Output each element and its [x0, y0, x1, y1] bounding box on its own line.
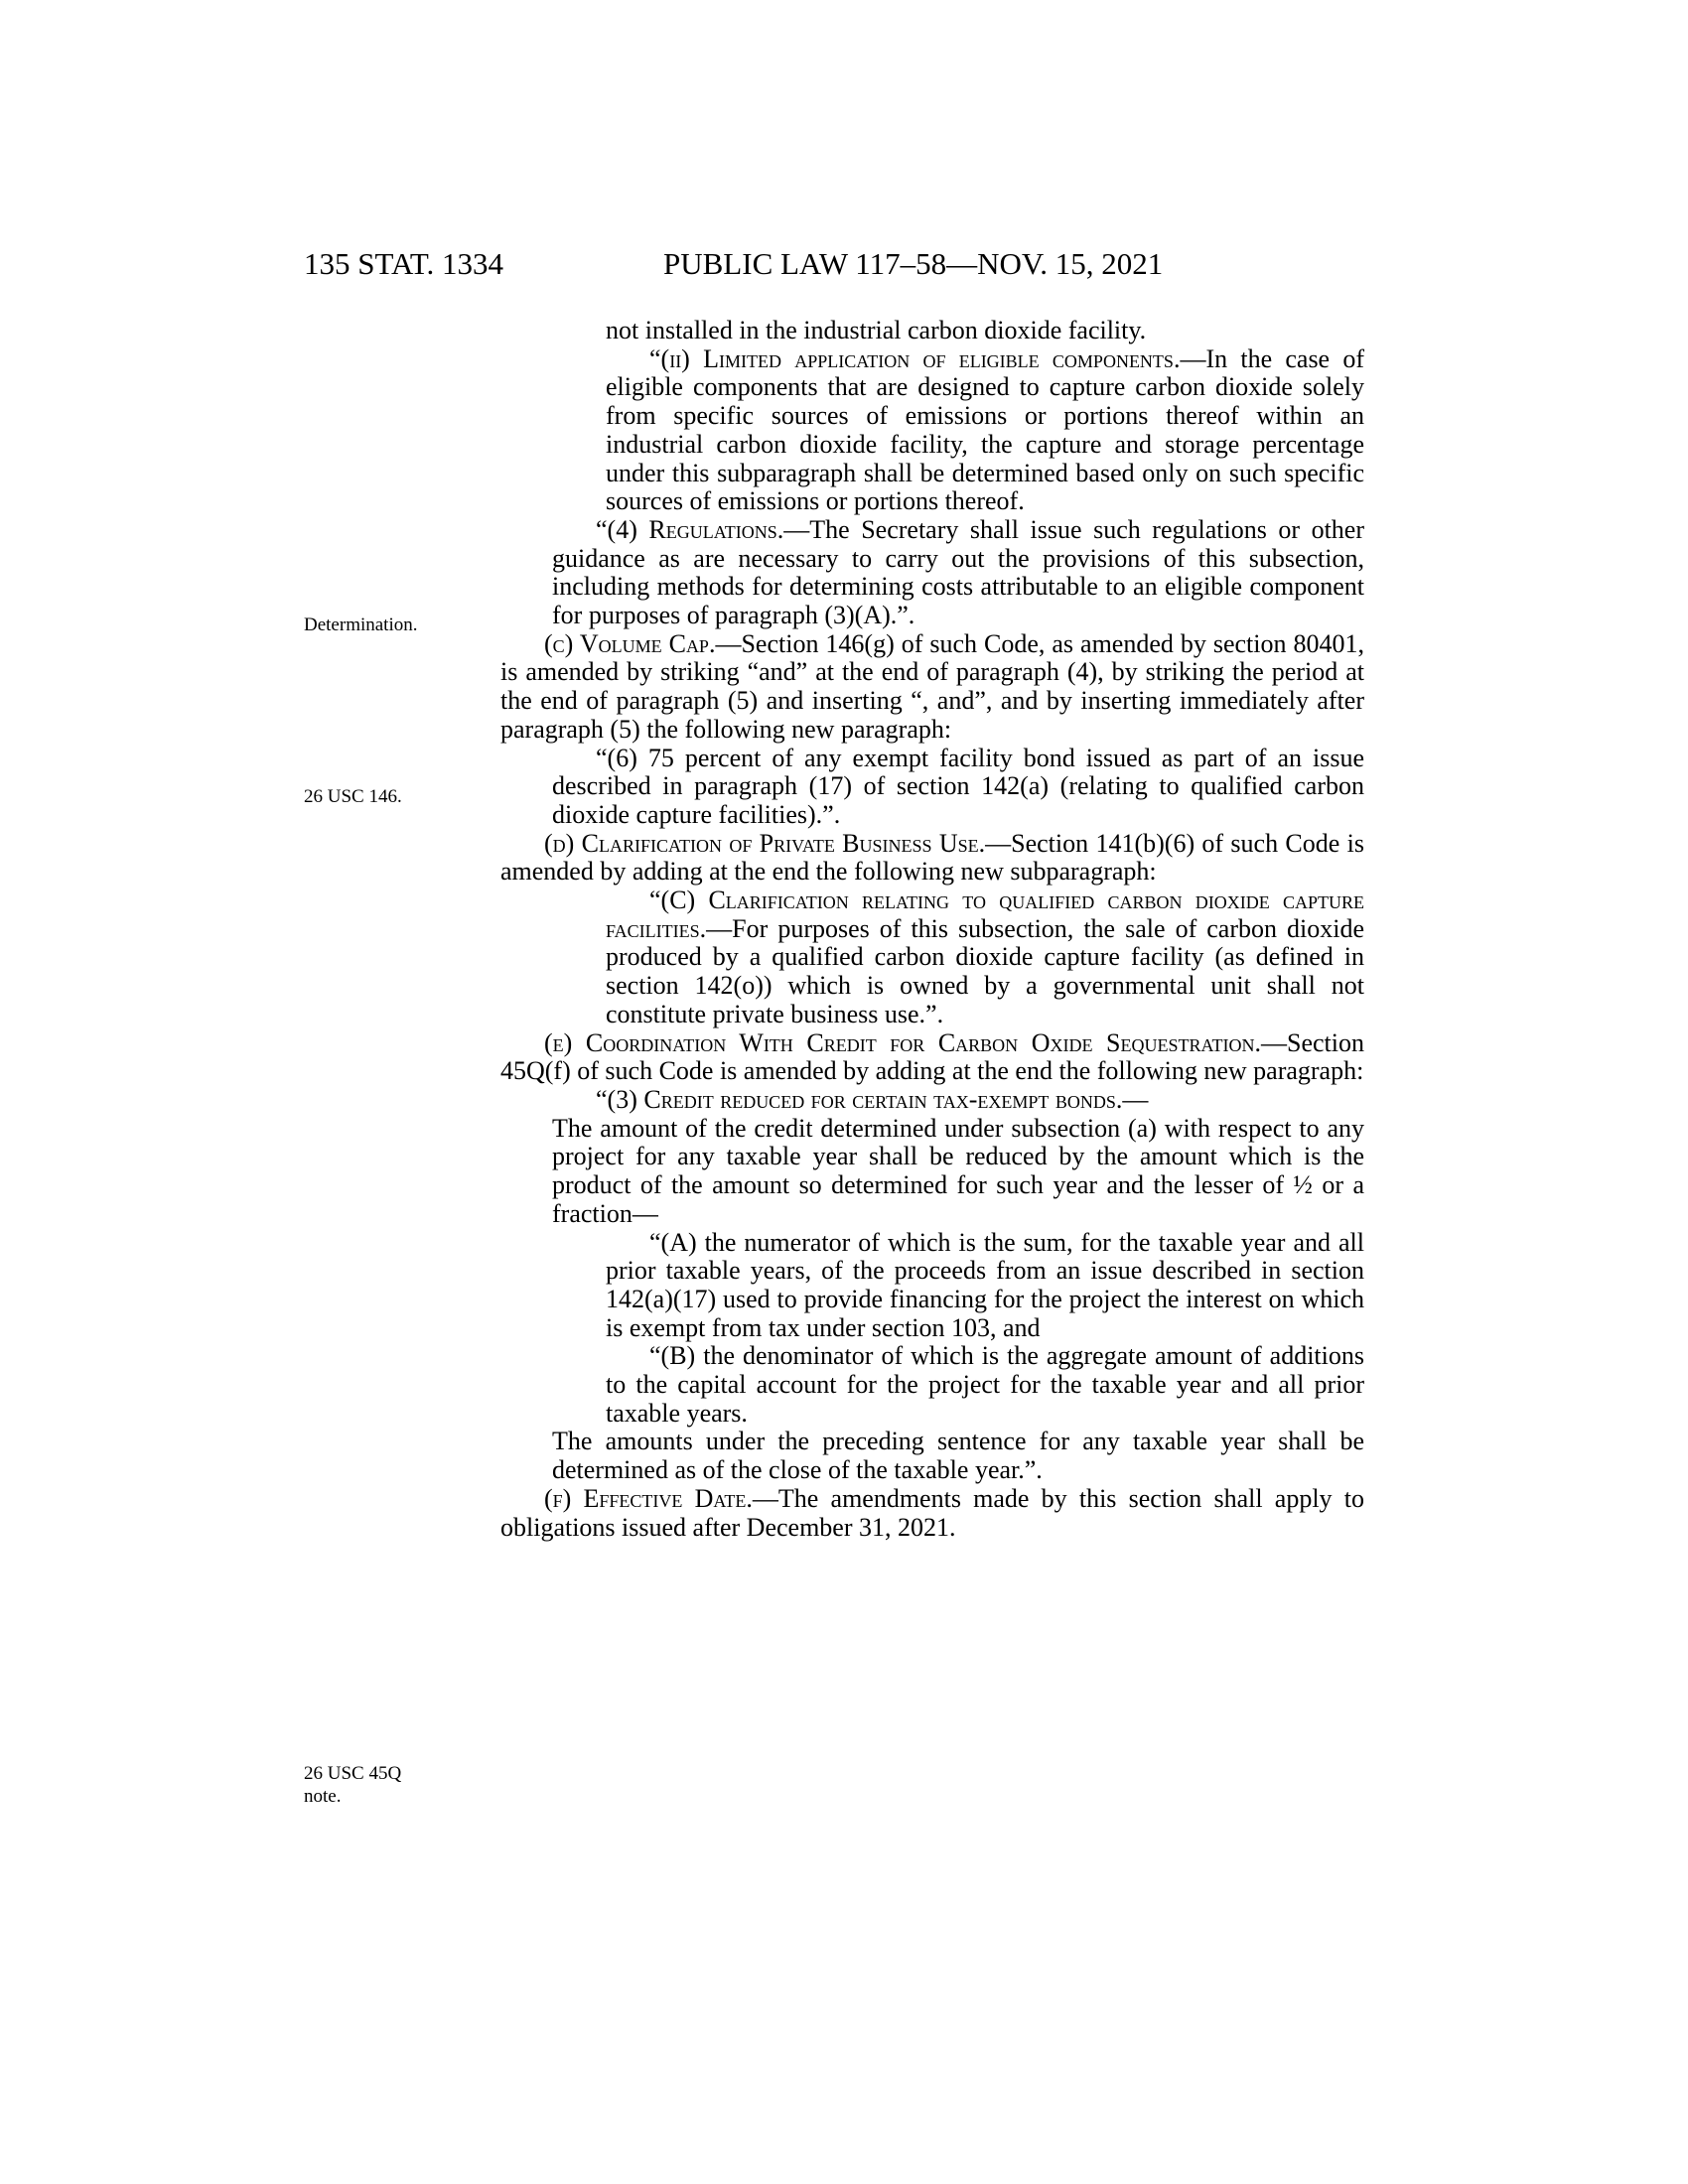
- paragraph-amounts: [500, 1428, 1364, 1484]
- paragraph-heading: (f) Effective Date.—: [544, 1483, 778, 1513]
- paragraph-heading: (c) Volume Cap.—: [544, 628, 742, 658]
- paragraph-text: “(A) the numerator of which is the sum, for the taxable year and all prior taxable years, of the proceeds from an issue described in section 142(a)(17) used to provide financing for the project the interest on which is exempt from tax under section 103, and: [606, 1227, 1364, 1342]
- stat-page-number: 135 STAT. 1334: [304, 246, 504, 281]
- paragraph-coordination-credit: [500, 1029, 1364, 1086]
- paragraph-limited-application: [500, 345, 1364, 516]
- paragraph-regulations: [500, 516, 1364, 630]
- paragraph-clarification-private-business-use: [500, 830, 1364, 887]
- running-title: PUBLIC LAW 117–58—NOV. 15, 2021: [663, 246, 1164, 281]
- paragraph-heading: “(ii) Limited application of eligible components.—: [649, 343, 1206, 373]
- paragraph-continuation: [500, 317, 1364, 345]
- paragraph-text: For purposes of this subsection, the sale of carbon dioxide produced by a qualified carbon dioxide capture facility (as defined in section 142(o)) which is owned by a governmental unit shall not constitute private business use.”.: [606, 913, 1364, 1028]
- paragraph-6: [500, 745, 1364, 830]
- paragraph-text: not installed in the industrial carbon dioxide facility.: [606, 316, 1147, 344]
- paragraph-heading: (e) Coordination With Credit for Carbon Oxide Sequestration.—: [544, 1027, 1287, 1057]
- paragraph-text: In the case of eligible components that are designed to capture carbon dioxide solely from specific sources of emissions or portions thereof within an industrial carbon dioxide facility, the capture and storage percentage under this subparagraph shall be determined based only on such specific sources of emissions or portions thereof.: [606, 343, 1365, 516]
- paragraph-numerator: [500, 1229, 1364, 1343]
- paragraph-clarification-carbon-dioxide: [500, 887, 1364, 1029]
- paragraph-text: The amounts under the preceding sentence for any taxable year shall be determined as of the close of the taxable year.”.: [552, 1427, 1364, 1485]
- paragraph-credit-reduced-heading: [500, 1086, 1364, 1115]
- paragraph-heading: (d) Clarification of Private Business Use.—: [544, 828, 1012, 858]
- paragraph-heading: “(C) Clarification relating to qualified carbon dioxide capture facilities.—: [606, 886, 1364, 943]
- paragraph-text: “(6) 75 percent of any exempt facility bond issued as part of an issue described in paragraph (17) of section 142(a) (relating to qualified carbon dioxide capture facilities).”.: [552, 743, 1364, 829]
- paragraph-heading: “(4) Regulations.—: [596, 514, 810, 544]
- paragraph-denominator: [500, 1342, 1364, 1428]
- paragraph-text: Section 45Q(f) of such Code is amended by adding at the end the following new paragraph:: [500, 1027, 1364, 1086]
- paragraph-text: The amount of the credit determined under subsection (a) with respect to any project for any taxable year shall be reduced by the amount which is the product of the amount so determined for such year and the lesser of ½ or a fraction—: [552, 1113, 1364, 1228]
- paragraph-text: The amendments made by this section shall apply to obligations issued after December 31, 2021.: [500, 1483, 1364, 1542]
- margin-note-26-usc-146: 26 USC 146.: [304, 786, 402, 807]
- document-body: [500, 317, 1364, 1542]
- margin-note-26-usc-45q: 26 USC 45Q: [304, 1763, 402, 1784]
- paragraph-text: “(B) the denominator of which is the aggregate amount of additions to the capital account for the project for the taxable year and all prior taxable years.: [606, 1341, 1364, 1428]
- margin-note-note: note.: [304, 1786, 342, 1807]
- paragraph-text: The Secretary shall issue such regulations or other guidance as are necessary to carry out the provisions of this subsection, including methods for determining costs attributable to an eligible component for purposes of paragraph (3)(A).”.: [552, 514, 1364, 630]
- margin-note-determination: Determination.: [304, 614, 418, 635]
- paragraph-effective-date: [500, 1485, 1364, 1542]
- paragraph-volume-cap: [500, 630, 1364, 745]
- paragraph-text: Section 146(g) of such Code, as amended by section 80401, is amended by striking “and” at the end of paragraph (4), by striking the period at the end of paragraph (5) and inserting “, and”, and by inserting immediately after paragraph (5) the following new paragraph:: [500, 628, 1364, 744]
- page-header: [0, 246, 1688, 292]
- paragraph-credit-reduced-text: [500, 1115, 1364, 1229]
- paragraph-heading: “(3) Credit reduced for certain tax-exempt bonds.—: [596, 1084, 1149, 1114]
- paragraph-text: Section 141(b)(6) of such Code is amended by adding at the end the following new subparagraph:: [500, 828, 1364, 887]
